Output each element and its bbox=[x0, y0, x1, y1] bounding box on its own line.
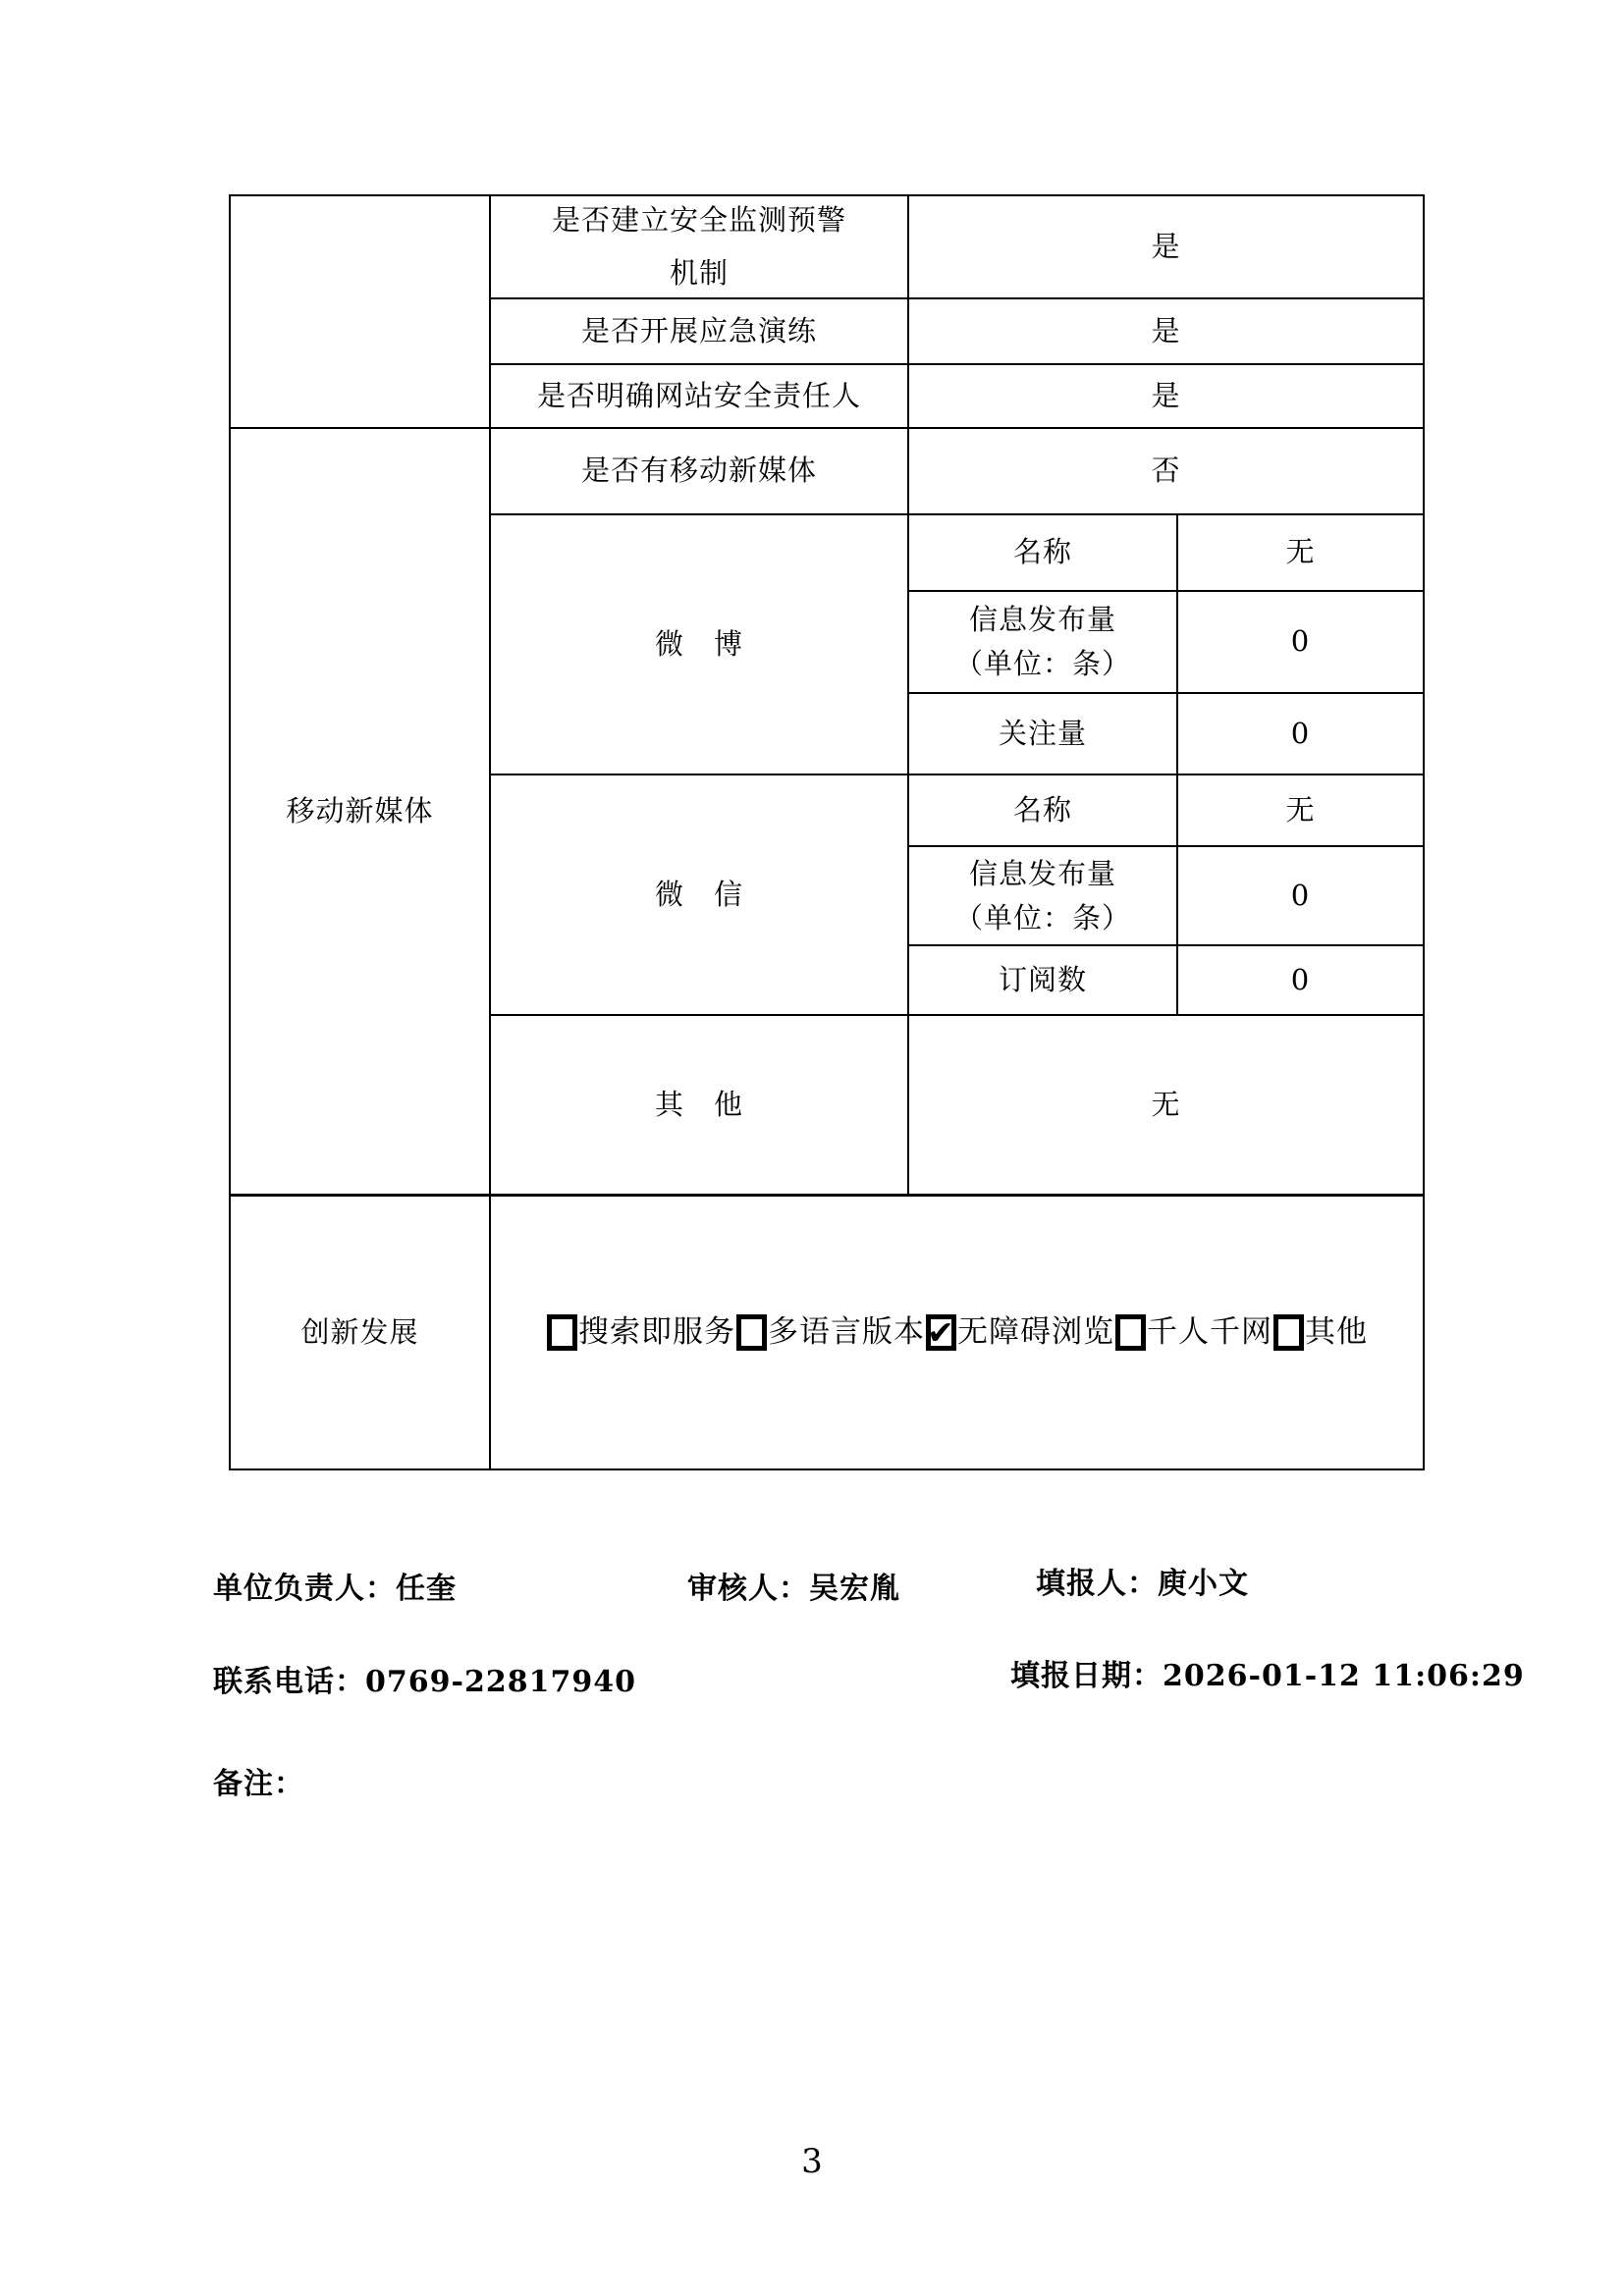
report-table bbox=[229, 194, 1425, 1470]
section-label-cell-empty bbox=[231, 196, 491, 429]
filler-line bbox=[1036, 1559, 1249, 1602]
checkbox-personalized-web bbox=[1115, 1314, 1146, 1351]
weixin-name-value-cell: 无 bbox=[1178, 775, 1423, 847]
innovation-options-cell bbox=[491, 1197, 1423, 1468]
weixin-publish-label-cell bbox=[909, 847, 1178, 946]
option-other bbox=[1272, 1312, 1368, 1354]
unit-head-label: 单位负责人： bbox=[213, 1572, 396, 1606]
innovation-options-row bbox=[546, 1312, 1368, 1354]
weixin-publish-value-cell: 0 bbox=[1178, 847, 1423, 946]
weixin-name-label-cell: 名称 bbox=[909, 775, 1178, 847]
option-search-as-service bbox=[546, 1312, 735, 1354]
remark-label: 备注： bbox=[213, 1767, 304, 1801]
question-cell-security-responsible: 是否明确网站安全责任人 bbox=[491, 365, 909, 429]
weibo-followers-label-cell: 关注量 bbox=[909, 694, 1178, 775]
page-number: 3 bbox=[801, 2142, 823, 2181]
weixin-subscribers-value-cell: 0 bbox=[1178, 946, 1423, 1016]
reviewer-line bbox=[687, 1564, 900, 1607]
weibo-publish-value-cell: 0 bbox=[1178, 592, 1423, 694]
option-personalized-web bbox=[1114, 1312, 1272, 1354]
answer-cell-security-responsible: 是 bbox=[909, 365, 1423, 429]
option-label-personalized-web: 千人千网 bbox=[1147, 1313, 1272, 1350]
remark-line bbox=[213, 1759, 304, 1802]
weibo-publish-label-line1: 信息发布量 bbox=[968, 603, 1116, 637]
answer-cell-security-monitor: 是 bbox=[909, 196, 1423, 299]
weibo-name-label-cell: 名称 bbox=[909, 515, 1178, 592]
unit-head-name: 任奎 bbox=[396, 1572, 457, 1606]
weixin-subscribers-label-cell: 订阅数 bbox=[909, 946, 1178, 1016]
weibo-name-value-cell: 无 bbox=[1178, 515, 1423, 592]
phone-label: 联系电话： bbox=[213, 1665, 365, 1699]
other-media-value-cell: 无 bbox=[909, 1016, 1423, 1197]
checkbox-other bbox=[1273, 1314, 1304, 1351]
phone-number: 0769-22817940 bbox=[365, 1665, 636, 1699]
unit-head-line bbox=[213, 1564, 457, 1607]
weixin-label-cell: 微 信 bbox=[491, 775, 909, 1016]
option-label-other: 其他 bbox=[1305, 1313, 1368, 1350]
question-cell-has-mobile-media: 是否有移动新媒体 bbox=[491, 429, 909, 515]
checkbox-multilingual bbox=[736, 1314, 767, 1351]
phone-line bbox=[213, 1657, 636, 1700]
checkbox-accessibility-checked: ✔ bbox=[927, 1313, 955, 1352]
weixin-publish-label-line2: （单位：条） bbox=[953, 900, 1131, 934]
question-cell-security-monitor bbox=[491, 196, 909, 299]
weibo-publish-label-cell bbox=[909, 592, 1178, 694]
section-label-mobile-media: 移动新媒体 bbox=[231, 429, 491, 1197]
date-value: 2026-01-12 11:06:29 bbox=[1163, 1659, 1525, 1693]
answer-cell-has-mobile-media: 否 bbox=[909, 429, 1423, 515]
option-multilingual bbox=[735, 1312, 925, 1354]
weixin-publish-label-line1: 信息发布量 bbox=[968, 856, 1116, 890]
date-label: 填报日期： bbox=[1010, 1659, 1163, 1693]
section-label-innovation: 创新发展 bbox=[231, 1197, 491, 1468]
weibo-publish-label-line2: （单位：条） bbox=[953, 647, 1131, 680]
reviewer-name: 吴宏胤 bbox=[809, 1572, 900, 1606]
question-security-monitor-line2: 机制 bbox=[669, 255, 729, 290]
date-line bbox=[1010, 1651, 1525, 1694]
filler-name: 庾小文 bbox=[1158, 1567, 1249, 1601]
option-label-accessibility: 无障碍浏览 bbox=[957, 1313, 1114, 1350]
option-label-search-as-service: 搜索即服务 bbox=[578, 1313, 735, 1350]
filler-label: 填报人： bbox=[1036, 1567, 1158, 1601]
answer-cell-emergency-drill: 是 bbox=[909, 299, 1423, 365]
question-cell-emergency-drill: 是否开展应急演练 bbox=[491, 299, 909, 365]
question-security-monitor-line1: 是否建立安全监测预警 bbox=[551, 202, 846, 237]
option-label-multilingual: 多语言版本 bbox=[768, 1313, 925, 1350]
weibo-label-cell: 微 博 bbox=[491, 515, 909, 775]
other-media-label-cell: 其 他 bbox=[491, 1016, 909, 1197]
weibo-followers-value-cell: 0 bbox=[1178, 694, 1423, 775]
reviewer-label: 审核人： bbox=[687, 1572, 809, 1606]
checkbox-search-as-service bbox=[547, 1314, 577, 1351]
option-accessibility bbox=[925, 1312, 1114, 1354]
